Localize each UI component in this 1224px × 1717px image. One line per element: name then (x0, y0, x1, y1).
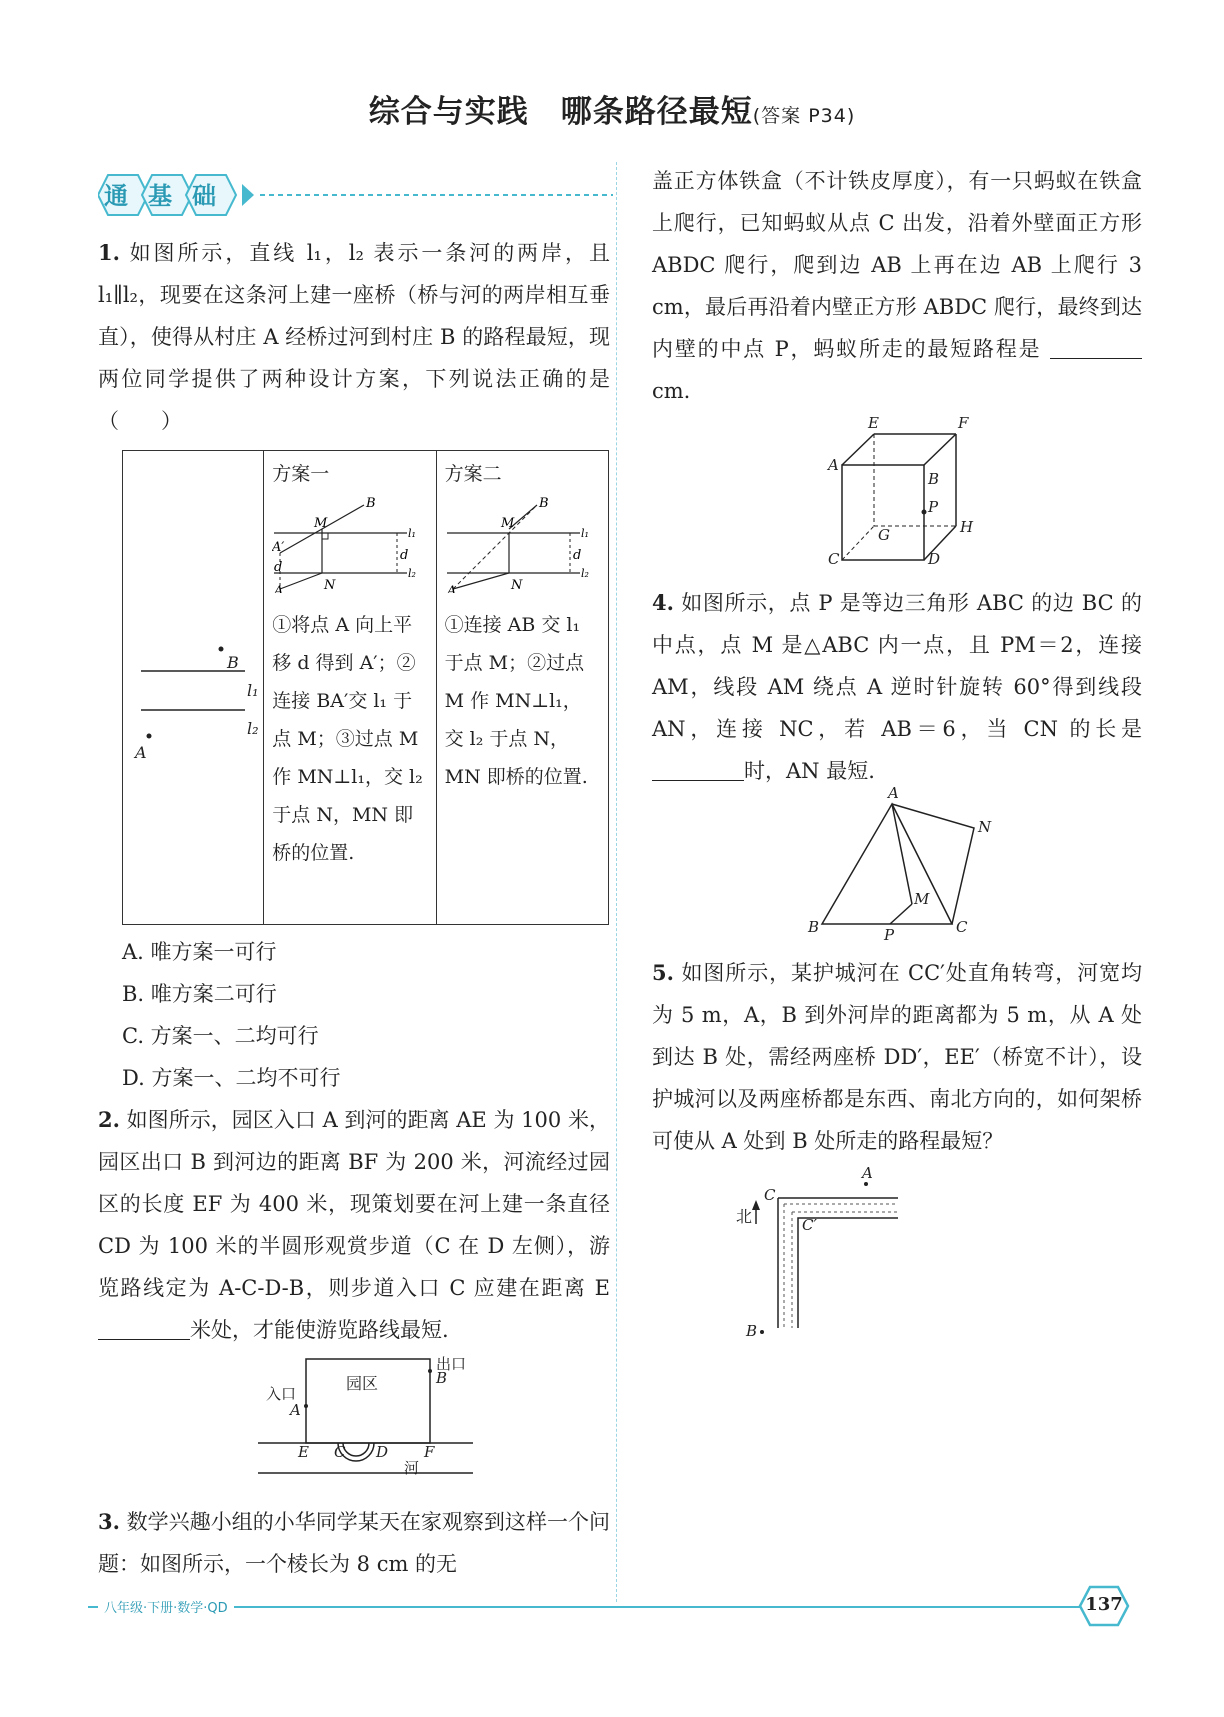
label-F: F (424, 1443, 435, 1461)
question-number: 5. (652, 960, 674, 985)
title-text: 综合与实践 哪条路径最短 (368, 94, 753, 130)
north-label: 北 (736, 1207, 753, 1226)
label-P: P (928, 498, 939, 516)
plan1-title: 方案一 (272, 463, 330, 485)
svg-text:A: A (446, 584, 457, 593)
question-text: 如图所示，点 P 是等边三角形 ABC 的边 BC 的中点，点 M 是△ABC 内一点，且 PM＝2，连接 AM，线段 AM 绕点 A 逆时针旋转 60°得到线段 AN，连接 NC，若 AB＝6，当 CN 的长是 (652, 591, 1142, 741)
label-C: C (764, 1186, 776, 1204)
question-number: 1. (98, 240, 120, 265)
badge-text: 通基础 (104, 182, 236, 210)
moat-diagram (652, 1182, 1142, 1342)
cube-diagram (652, 420, 1142, 570)
q4-figure (652, 784, 1142, 944)
label-B: B (808, 918, 820, 936)
q3-figure (652, 414, 1142, 570)
right-column (652, 160, 1142, 1342)
unit-text: cm. (652, 379, 691, 403)
label-B: B (928, 470, 940, 488)
entrance-label: 入口 (266, 1385, 297, 1403)
svg-text:l₂: l₂ (580, 567, 589, 580)
label-l2: l₂ (247, 719, 259, 738)
label-A: A (828, 456, 839, 474)
label-C: C (334, 1443, 346, 1461)
park-label: 园区 (346, 1374, 379, 1393)
plan-diagram-cell (123, 451, 264, 925)
q1-options (98, 931, 610, 1099)
question-text-end: 时，AN 最短. (744, 759, 875, 783)
triangle-diagram (652, 792, 1142, 942)
question-2 (98, 1099, 610, 1351)
label-N: N (978, 818, 992, 836)
svg-text:B: B (538, 496, 549, 511)
answer-reference: (答案 P34) (752, 105, 856, 127)
left-column (98, 232, 610, 1585)
answer-blank[interactable] (98, 1338, 190, 1340)
svg-text:d: d (400, 548, 409, 563)
svg-text:d: d (274, 560, 283, 575)
q5-figure (652, 1164, 1142, 1342)
label-C: C (956, 918, 968, 936)
q2-figure (98, 1351, 610, 1501)
river-diagram (123, 451, 263, 911)
plan2-title: 方案二 (444, 463, 502, 485)
svg-text:l₂: l₂ (408, 567, 417, 580)
answer-blank[interactable] (652, 779, 744, 781)
plan2-cell (436, 451, 608, 925)
label-l1: l₁ (247, 681, 259, 700)
page-number (1078, 1585, 1130, 1627)
label-P: P (884, 926, 895, 944)
fig-label: M (314, 516, 328, 531)
question-text: 如图所示，某护城河在 CC′处直角转弯，河宽均为 5 m，A，B 到外河岸的距离都为 5 m，从 A 处到达 B 处，需经两座桥 DD′，EE′（桥宽不计），设护城河以及两座桥都是东西、南北方向的，如何架桥可使从 A 处到 B 处所走的路程最短？ (652, 961, 1142, 1153)
label-D: D (928, 550, 941, 568)
question-4 (652, 582, 1142, 792)
section-badge (98, 170, 618, 224)
question-text: 如图所示，直线 l₁，l₂ 表示一条河的两岸，且 l₁∥l₂，现要在这条河上建一座桥（桥与河的两岸相互垂直），使得从村庄 A 经桥过河到村庄 B 的路程最短，现两位同学提供了两种设计方案，下列说法正确的是（ ） (98, 241, 610, 433)
footer-line (88, 1606, 1088, 1608)
label-Cprime: C′ (802, 1216, 817, 1234)
river-label: 河 (404, 1459, 420, 1477)
page-title (0, 86, 1224, 131)
plan1-cell (264, 451, 436, 925)
footer-label: 八年级·下册·数学·QD (98, 1597, 234, 1616)
question-number: 2. (98, 1107, 120, 1132)
question-text: 盖正方体铁盒（不计铁皮厚度），有一只蚂蚁在铁盒上爬行，已知蚂蚁从点 C 出发，沿着外壁面正方形 ABDC 爬行，爬到边 AB 上再在边 AB 上爬行 3 cm，最后再沿着内壁正方形 ABDC 爬行，最终到达内壁的中点 P，蚂蚁所走的最短路程是 (652, 169, 1142, 361)
option-b[interactable]: B. 唯方案二可行 (122, 982, 277, 1006)
question-text: 数学兴趣小组的小华同学某天在家观察到这样一个问题：如图所示，一个棱长为 8 cm 的无 (98, 1510, 610, 1576)
plan2-steps: ①连接 AB 交 l₁ 于点 M；②过点 M 作 MN⊥l₁，交 l₂ 于点 N，MN 即桥的位置. (444, 614, 588, 788)
label-E: E (868, 414, 879, 432)
option-a[interactable]: A. 唯方案一可行 (122, 940, 277, 964)
label-M: M (914, 890, 930, 908)
label-A: A (862, 1164, 873, 1182)
plan-table (122, 450, 609, 925)
label-F: F (958, 414, 969, 432)
svg-text:M: M (500, 516, 514, 531)
question-3-continued (652, 160, 1142, 412)
question-5 (652, 952, 1142, 1162)
svg-text:B: B (366, 496, 376, 511)
label-G: G (878, 526, 890, 544)
question-3-start (98, 1501, 610, 1585)
exit-label: 出口 (436, 1355, 467, 1373)
plan1-steps: ①将点 A 向上平移 d 得到 A′；②连接 BA′交 l₁ 于点 M；③过点 M 作 MN⊥l₁，交 l₂ 于点 N，MN 即桥的位置. (272, 614, 423, 864)
option-c[interactable]: C. 方案一、二均可行 (122, 1024, 319, 1048)
label-B: B (436, 1369, 448, 1387)
svg-text:N: N (324, 578, 336, 593)
label-A: A (888, 784, 899, 802)
label-B: B (746, 1322, 758, 1340)
question-number: 4. (652, 590, 674, 615)
option-d[interactable]: D. 方案一、二均不可行 (122, 1066, 341, 1090)
question-number: 3. (98, 1509, 120, 1534)
plan1-figure (272, 493, 422, 593)
label-C: C (828, 550, 840, 568)
plan2-figure (445, 493, 595, 593)
label-B: B (227, 653, 239, 672)
svg-text:A′: A′ (272, 540, 285, 555)
question-text: 如图所示，园区入口 A 到河的距离 AE 为 100 米，园区出口 B 到河边的距离 BF 为 200 米，河流经过园区的长度 EF 为 400 米，现策划要在河上建一条直径 CD 为 100 米的半圆形观赏步道（C 在 D 左侧），游览路线定为 A-C-D-B，则步道入口 C 应建在距离 E (98, 1108, 610, 1300)
question-1 (98, 232, 610, 442)
svg-text:N: N (510, 578, 522, 593)
label-E: E (298, 1443, 309, 1461)
label-D: D (376, 1443, 389, 1461)
column-divider (616, 162, 617, 1602)
page-number-text: 137 (1085, 1594, 1123, 1615)
svg-text:l₁: l₁ (408, 527, 417, 540)
answer-blank[interactable] (1050, 357, 1142, 359)
svg-text:A: A (274, 584, 284, 593)
label-A: A (290, 1401, 301, 1419)
svg-text:d: d (572, 548, 581, 563)
label-H: H (960, 518, 974, 536)
label-A: A (135, 743, 147, 762)
question-text-end: 米处，才能使游览路线最短. (190, 1318, 449, 1342)
svg-text:l₁: l₁ (580, 527, 589, 540)
